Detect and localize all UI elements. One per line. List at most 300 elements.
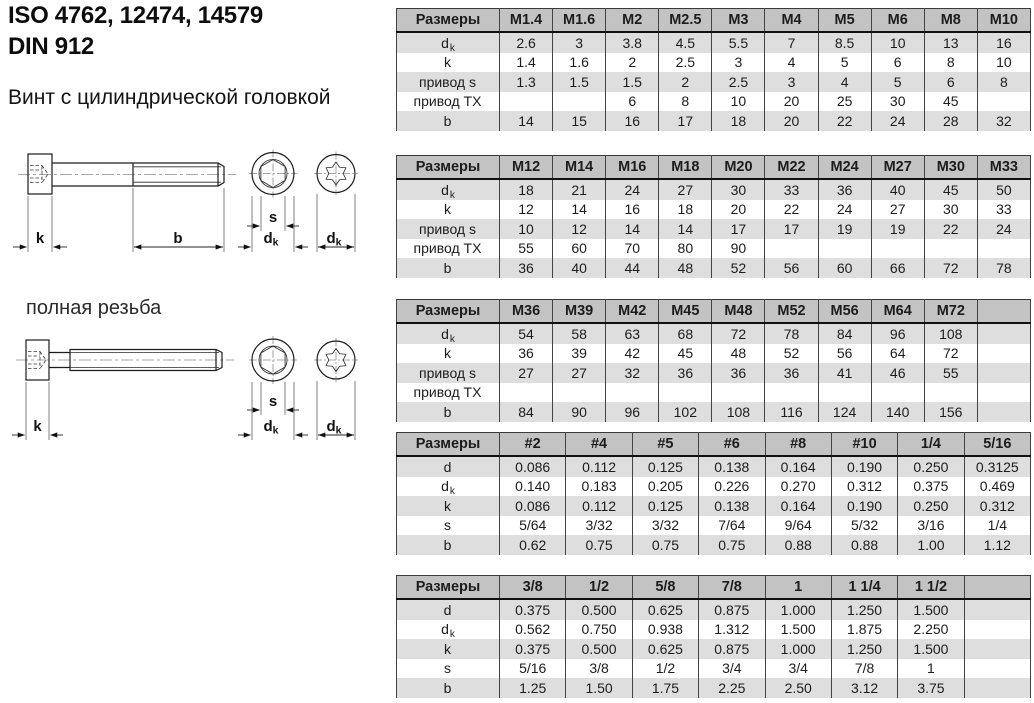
row-label: привод s — [418, 364, 476, 381]
size-column-header: #6 — [699, 433, 765, 457]
value-cell: 0.312 — [831, 477, 897, 497]
value-cell: 1.250 — [831, 639, 897, 659]
value-cell: 1.50 — [566, 678, 632, 698]
torx-end-view — [314, 152, 358, 196]
value-cell — [553, 92, 606, 112]
row-label: d — [441, 325, 449, 342]
value-cell: 0.164 — [765, 456, 831, 477]
value-cell: 27 — [553, 363, 606, 383]
value-cell: 68 — [659, 323, 712, 344]
value-cell: 90 — [553, 402, 606, 422]
value-cell: 0.875 — [699, 639, 765, 659]
sizes-header-cell: Размеры — [397, 576, 500, 600]
value-cell: 5/32 — [831, 516, 897, 536]
value-cell: 3.8 — [606, 32, 659, 53]
value-cell: 1/4 — [964, 516, 1030, 536]
value-cell: 12 — [553, 219, 606, 239]
value-cell — [553, 383, 606, 403]
value-cell — [765, 239, 818, 259]
value-cell: 72 — [924, 258, 977, 278]
table-row — [397, 678, 1031, 698]
imperial-sizes-table-3_8-to-1_1_2 — [396, 575, 1031, 698]
value-cell: 22 — [765, 200, 818, 220]
value-cell: 36 — [765, 363, 818, 383]
dimension-s — [247, 196, 299, 231]
value-cell: 19 — [818, 219, 871, 239]
value-cell: 36 — [818, 179, 871, 200]
size-column-header: 7/8 — [699, 576, 765, 600]
value-cell: 36 — [500, 258, 553, 278]
value-cell: 48 — [659, 258, 712, 278]
value-cell: 20 — [765, 92, 818, 112]
size-column-header — [977, 300, 1030, 324]
row-label-cell — [397, 53, 500, 73]
value-cell — [977, 239, 1030, 259]
value-cell: 22 — [818, 111, 871, 131]
size-column-header: M5 — [818, 9, 871, 33]
size-column-header: M30 — [924, 156, 977, 180]
value-cell — [964, 620, 1030, 640]
value-cell: 19 — [871, 219, 924, 239]
hex-socket-hidden-lines — [30, 166, 48, 183]
value-cell: 32 — [977, 111, 1030, 131]
value-cell: 28 — [924, 111, 977, 131]
value-cell: 18 — [659, 200, 712, 220]
value-cell: 1.500 — [898, 599, 964, 620]
value-cell — [818, 383, 871, 403]
size-column-header — [964, 576, 1030, 600]
value-cell: 7/64 — [699, 516, 765, 536]
value-cell: 64 — [871, 344, 924, 364]
page-subtitle: Винт с цилиндрической головкой — [8, 86, 331, 109]
row-label: привод TX — [413, 93, 482, 110]
value-cell: 0.190 — [831, 456, 897, 477]
row-label: b — [443, 403, 452, 420]
table-row — [397, 344, 1031, 364]
value-cell: 8.5 — [818, 32, 871, 53]
table-row — [397, 496, 1031, 516]
value-cell — [977, 92, 1030, 112]
metric-sizes-table-m1_4-m10 — [396, 8, 1031, 131]
value-cell: 1.3 — [500, 72, 553, 92]
value-cell: 1.6 — [553, 53, 606, 73]
value-cell: 44 — [606, 258, 659, 278]
value-cell: 3/16 — [898, 516, 964, 536]
row-label-cell — [397, 323, 500, 344]
value-cell — [977, 323, 1030, 344]
row-label-cell — [397, 92, 500, 112]
row-label-cell — [397, 516, 500, 536]
value-cell — [712, 383, 765, 403]
value-cell: 2 — [659, 72, 712, 92]
value-cell: 6 — [606, 92, 659, 112]
value-cell: 3 — [765, 72, 818, 92]
table-header-row — [397, 576, 1031, 600]
value-cell: 5/64 — [500, 516, 566, 536]
row-label-subscript: k — [449, 189, 455, 200]
value-cell: 4 — [765, 53, 818, 73]
table-row — [397, 383, 1031, 403]
row-label: k — [444, 497, 451, 514]
value-cell: 40 — [553, 258, 606, 278]
value-cell: 52 — [712, 258, 765, 278]
value-cell — [500, 383, 553, 403]
value-cell: 0.183 — [566, 477, 632, 497]
value-cell: 7 — [765, 32, 818, 53]
value-cell: 2.5 — [712, 72, 765, 92]
value-cell: 0.190 — [831, 496, 897, 516]
value-cell: 1.000 — [765, 639, 831, 659]
value-cell: 0.112 — [566, 456, 632, 477]
value-cell: 24 — [871, 111, 924, 131]
value-cell: 10 — [500, 219, 553, 239]
value-cell: 0.875 — [699, 599, 765, 620]
value-cell: 0.500 — [566, 639, 632, 659]
page-title-iso: ISO 4762, 12474, 14579 — [8, 2, 263, 29]
value-cell: 0.88 — [765, 535, 831, 555]
value-cell: 15 — [553, 111, 606, 131]
value-cell — [659, 383, 712, 403]
table-header-row — [397, 433, 1031, 457]
value-cell: 25 — [818, 92, 871, 112]
value-cell — [977, 402, 1030, 422]
value-cell — [500, 92, 553, 112]
value-cell: 3.12 — [831, 678, 897, 698]
svg-text:k: k — [35, 230, 45, 247]
value-cell: 41 — [818, 363, 871, 383]
value-cell: 1.500 — [765, 620, 831, 640]
metric-sizes-table-m36-m72 — [396, 299, 1031, 422]
value-cell: 40 — [871, 179, 924, 200]
value-cell — [871, 383, 924, 403]
row-label-cell — [397, 258, 500, 278]
value-cell: 156 — [924, 402, 977, 422]
row-label-cell — [397, 72, 500, 92]
value-cell: 1.4 — [500, 53, 553, 73]
size-column-header: 3/8 — [500, 576, 566, 600]
value-cell: 1/2 — [632, 659, 698, 679]
value-cell: 96 — [606, 402, 659, 422]
value-cell: 0.625 — [632, 639, 698, 659]
value-cell: 30 — [712, 179, 765, 200]
value-cell: 80 — [659, 239, 712, 259]
value-cell: 0.312 — [964, 496, 1030, 516]
value-cell: 1.5 — [553, 72, 606, 92]
imperial-sizes-table-2-to-5_16 — [396, 432, 1031, 555]
row-label: k — [444, 345, 451, 362]
value-cell: 90 — [712, 239, 765, 259]
value-cell: 18 — [712, 111, 765, 131]
value-cell: 0.164 — [765, 496, 831, 516]
table-row — [397, 32, 1031, 53]
dimension-b — [133, 188, 224, 252]
value-cell: 0.086 — [500, 456, 566, 477]
row-label: d — [441, 181, 449, 198]
table-row — [397, 200, 1031, 220]
svg-text:dk: dk — [326, 418, 342, 437]
value-cell: 1.00 — [898, 535, 964, 555]
sizes-header-cell: Размеры — [397, 156, 500, 180]
row-label-cell — [397, 477, 500, 497]
value-cell: 32 — [606, 363, 659, 383]
row-label: d — [441, 34, 449, 51]
table-header-row — [397, 156, 1031, 180]
size-column-header: 1/4 — [898, 433, 964, 457]
value-cell: 52 — [765, 344, 818, 364]
value-cell: 2.6 — [500, 32, 553, 53]
value-cell: 10 — [871, 32, 924, 53]
row-label: привод s — [418, 73, 476, 90]
value-cell: 0.88 — [831, 535, 897, 555]
table-row — [397, 402, 1031, 422]
value-cell: 3/32 — [632, 516, 698, 536]
dimension-dk-torx — [317, 381, 355, 440]
value-cell: 1.000 — [765, 599, 831, 620]
value-cell: 1.312 — [699, 620, 765, 640]
row-label-cell — [397, 599, 500, 620]
size-column-header: 1 1/2 — [898, 576, 964, 600]
table-header-row — [397, 9, 1031, 33]
value-cell: 56 — [765, 258, 818, 278]
value-cell: 7/8 — [831, 659, 897, 679]
row-label: привод TX — [413, 240, 482, 257]
value-cell: 5 — [818, 53, 871, 73]
screw-partial-thread-drawing — [0, 135, 395, 265]
value-cell: 14 — [500, 111, 553, 131]
value-cell: 27 — [500, 363, 553, 383]
row-label-cell — [397, 535, 500, 555]
value-cell: 0.250 — [898, 456, 964, 477]
value-cell: 55 — [500, 239, 553, 259]
value-cell: 8 — [659, 92, 712, 112]
value-cell: 0.625 — [632, 599, 698, 620]
value-cell: 0.125 — [632, 496, 698, 516]
row-label-cell — [397, 383, 500, 403]
value-cell: 24 — [606, 179, 659, 200]
value-cell: 3/4 — [765, 659, 831, 679]
value-cell: 3/32 — [566, 516, 632, 536]
value-cell: 5.5 — [712, 32, 765, 53]
row-label-subscript: k — [449, 486, 455, 496]
size-column-header: M1.6 — [553, 9, 606, 33]
value-cell: 1.5 — [606, 72, 659, 92]
value-cell: 0.138 — [699, 456, 765, 477]
hex-socket-end-view — [249, 336, 297, 384]
sizes-header-cell: Размеры — [397, 433, 500, 457]
value-cell: 55 — [924, 363, 977, 383]
size-column-header: M33 — [977, 156, 1030, 180]
value-cell: 0.375 — [500, 639, 566, 659]
size-column-header: M16 — [606, 156, 659, 180]
value-cell: 108 — [712, 402, 765, 422]
table-row — [397, 477, 1031, 497]
svg-text:s: s — [268, 393, 278, 410]
value-cell: 1.250 — [831, 599, 897, 620]
table-row — [397, 219, 1031, 239]
value-cell: 16 — [606, 200, 659, 220]
value-cell: 0.112 — [566, 496, 632, 516]
value-cell: 0.562 — [500, 620, 566, 640]
row-label: d — [441, 478, 449, 495]
value-cell: 1 — [898, 659, 964, 679]
torx-end-view — [314, 338, 358, 382]
value-cell: 78 — [977, 258, 1030, 278]
value-cell: 20 — [712, 200, 765, 220]
value-cell: 17 — [712, 219, 765, 239]
table-row — [397, 72, 1031, 92]
value-cell — [818, 239, 871, 259]
value-cell: 16 — [977, 32, 1030, 53]
table-row — [397, 363, 1031, 383]
value-cell: 2.5 — [659, 53, 712, 73]
value-cell: 33 — [765, 179, 818, 200]
value-cell: 17 — [765, 219, 818, 239]
size-column-header: M14 — [553, 156, 606, 180]
size-column-header: #8 — [765, 433, 831, 457]
size-column-header: M64 — [871, 300, 924, 324]
value-cell: 5/16 — [500, 659, 566, 679]
row-label-cell — [397, 179, 500, 200]
value-cell: 0.75 — [566, 535, 632, 555]
value-cell: 102 — [659, 402, 712, 422]
value-cell: 13 — [924, 32, 977, 53]
row-label-cell — [397, 620, 500, 640]
table-row — [397, 92, 1031, 112]
row-label: b — [443, 259, 452, 276]
row-label-cell — [397, 219, 500, 239]
value-cell: 46 — [871, 363, 924, 383]
value-cell — [977, 344, 1030, 364]
size-column-header: #2 — [500, 433, 566, 457]
value-cell: 60 — [553, 239, 606, 259]
dimension-k — [13, 196, 67, 252]
value-cell: 6 — [924, 72, 977, 92]
svg-text:k: k — [33, 418, 42, 435]
value-cell: 108 — [924, 323, 977, 344]
value-cell: 0.140 — [500, 477, 566, 497]
value-cell: 16 — [606, 111, 659, 131]
size-column-header: 1 1/4 — [831, 576, 897, 600]
value-cell: 2.50 — [765, 678, 831, 698]
size-column-header: 5/16 — [964, 433, 1030, 457]
dimension-k — [12, 382, 63, 440]
row-label: k — [444, 201, 451, 218]
row-label-cell — [397, 402, 500, 422]
value-cell: 36 — [659, 363, 712, 383]
size-column-header: M8 — [924, 9, 977, 33]
dimension-dk-hex — [238, 382, 308, 440]
row-label: привод s — [418, 220, 476, 237]
svg-text:b: b — [173, 230, 183, 247]
value-cell: 70 — [606, 239, 659, 259]
value-cell: 48 — [712, 344, 765, 364]
row-label-cell — [397, 200, 500, 220]
svg-text:dk: dk — [263, 418, 279, 437]
row-label-cell — [397, 496, 500, 516]
value-cell: 3 — [712, 53, 765, 73]
value-cell: 66 — [871, 258, 924, 278]
value-cell: 17 — [659, 111, 712, 131]
value-cell: 3.75 — [898, 678, 964, 698]
value-cell: 84 — [818, 323, 871, 344]
size-column-header: M4 — [765, 9, 818, 33]
row-label: b — [443, 679, 452, 696]
value-cell: 0.250 — [898, 496, 964, 516]
value-cell: 2.25 — [699, 678, 765, 698]
size-column-header: M39 — [553, 300, 606, 324]
size-column-header: M24 — [818, 156, 871, 180]
value-cell: 33 — [977, 200, 1030, 220]
page-title-din: DIN 912 — [8, 33, 94, 60]
size-column-header: M18 — [659, 156, 712, 180]
svg-text:s: s — [268, 209, 278, 226]
size-column-header: M10 — [977, 9, 1030, 33]
row-label-subscript: k — [449, 333, 455, 344]
size-column-header: 5/8 — [632, 576, 698, 600]
size-column-header: M36 — [500, 300, 553, 324]
value-cell: 50 — [977, 179, 1030, 200]
value-cell: 0.205 — [632, 477, 698, 497]
value-cell: 10 — [977, 53, 1030, 73]
value-cell: 0.938 — [632, 620, 698, 640]
size-column-header: M45 — [659, 300, 712, 324]
value-cell: 0.500 — [566, 599, 632, 620]
row-label-cell — [397, 639, 500, 659]
full-thread-label: полная резьба — [26, 297, 162, 319]
value-cell: 45 — [659, 344, 712, 364]
value-cell: 5 — [871, 72, 924, 92]
row-label: d — [443, 601, 452, 618]
value-cell: 6 — [871, 53, 924, 73]
value-cell: 1.875 — [831, 620, 897, 640]
value-cell: 2 — [606, 53, 659, 73]
value-cell — [977, 383, 1030, 403]
value-cell: 3/4 — [699, 659, 765, 679]
value-cell: 4 — [818, 72, 871, 92]
value-cell — [964, 599, 1030, 620]
value-cell: 56 — [818, 344, 871, 364]
row-label-cell — [397, 344, 500, 364]
size-column-header: M42 — [606, 300, 659, 324]
value-cell: 0.270 — [765, 477, 831, 497]
size-column-header: 1/2 — [566, 576, 632, 600]
table-row — [397, 516, 1031, 536]
row-label: k — [444, 54, 451, 71]
value-cell — [964, 659, 1030, 679]
value-cell: 72 — [712, 323, 765, 344]
size-column-header: M20 — [712, 156, 765, 180]
screw-full-thread-drawing — [0, 325, 395, 445]
value-cell: 2.250 — [898, 620, 964, 640]
value-cell: 0.3125 — [964, 456, 1030, 477]
size-column-header: M1.4 — [500, 9, 553, 33]
table-row — [397, 111, 1031, 131]
svg-text:dk: dk — [326, 230, 342, 249]
value-cell: 0.375 — [500, 599, 566, 620]
value-cell: 24 — [818, 200, 871, 220]
dimension-dk-torx — [317, 194, 355, 252]
value-cell — [964, 678, 1030, 698]
value-cell: 0.75 — [699, 535, 765, 555]
value-cell: 3/8 — [566, 659, 632, 679]
row-label-cell — [397, 678, 500, 698]
value-cell: 0.75 — [632, 535, 698, 555]
value-cell: 8 — [924, 53, 977, 73]
value-cell: 116 — [765, 402, 818, 422]
size-column-header: M72 — [924, 300, 977, 324]
value-cell: 30 — [871, 92, 924, 112]
value-cell — [606, 383, 659, 403]
